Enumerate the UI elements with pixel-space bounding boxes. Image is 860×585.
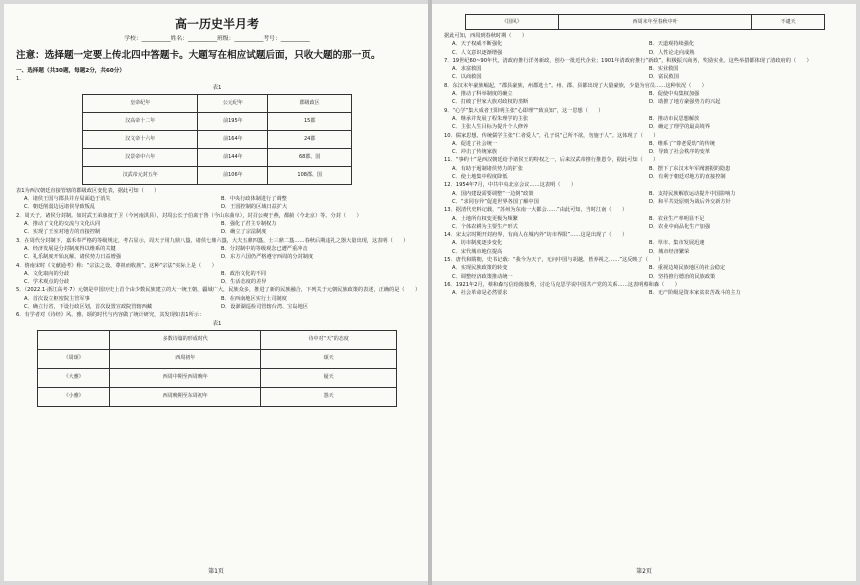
option-a: A．推动了文化的交流与文化认同 <box>24 221 101 228</box>
option-a: A．求富救国 <box>452 66 482 73</box>
option-b: B．分封制中的等级观念已遭严重冲击 <box>221 245 308 252</box>
question-3-stem: 3．在周代分封制下，嘉禾奉严格的等级规定，考古显示，周天子用九鼎八簋，诸侯七鼎六簋，大夫五鼎四簋，士三鼎二簋……春秋后期违礼之器大量出现，这表明（ ） <box>16 237 409 244</box>
table-row <box>83 112 352 130</box>
option-b: B．促使中央集权加强 <box>649 91 700 98</box>
table-cell: 颂天 <box>261 349 397 368</box>
table-2-header-row <box>38 330 397 349</box>
option-a: A．继承并发展了程朱理学的主张 <box>452 115 529 122</box>
table-cell: 《国风》 <box>466 15 559 30</box>
option-a: A．实现民族政策的转变 <box>452 265 508 272</box>
option-b: B．摆下了东汉末年军阀割据的隐患 <box>649 165 731 172</box>
option-c: C．主张人生目标为提升个人修养 <box>452 124 529 131</box>
table-row <box>38 368 397 387</box>
option-d: D．和平共处原则为战后外交新方针 <box>649 198 731 205</box>
page-number: 第2页 <box>636 568 652 575</box>
option-b: B．天道观持续强化 <box>649 41 695 48</box>
question-5-stem: 5．（2022.1·浙江高考·7）元朝是中国历史上首个由少数民族建立的大一统王朝，疆域广大，民族众多，推进了新的民族融合，下列关于元朝民族政策的表述，正确的是（ ） <box>16 287 421 294</box>
table-cell: 汉高帝十二年 <box>83 112 198 130</box>
option-b: B．无产阶级是资本家贫农苦战斗的主力 <box>649 290 741 297</box>
question-15-stem: 15．唐代和隋朝，史书记载：“我今为天子，无问中国与胡越，皆养视之……”这反映了（ ） <box>444 257 664 264</box>
page-1-content <box>16 14 421 561</box>
table-2-caption: 表1 <box>212 320 222 327</box>
question-6-tail: 据此可知，西周到春秋时期（ ） <box>444 33 528 39</box>
option-d: D．富民救国 <box>649 74 679 81</box>
option-b: B．维系了“尊老爱幼”的传统 <box>649 140 715 147</box>
page-2-content <box>444 14 846 561</box>
table-row <box>83 166 352 184</box>
student-info-line: 学校：__________姓名：__________班级：__________考号：__________ <box>124 36 310 42</box>
question-6-options <box>444 40 846 57</box>
question-14-options <box>444 239 846 256</box>
question-6-stem: 6．有学者对《诗经》风、雅、颂的时代与内容做了统计研究，其发现如表1所示： <box>16 312 205 319</box>
option-c: C．个体农耕为主要生产形式 <box>452 223 518 230</box>
answer-notice: 注意：选择题一定要上传北四中答题卡。大题写在相应试题后面，只收大题的那一页。 <box>16 50 381 61</box>
question-10-options <box>444 140 846 157</box>
option-d: D．坚持推行德治的民族政策 <box>649 273 716 280</box>
question-11-options <box>444 165 846 182</box>
option-d: D．有利于朝廷对地方的直接控制 <box>649 174 726 181</box>
table-1 <box>82 94 352 185</box>
table-1-header: 郡级政区 <box>268 94 352 112</box>
option-d: D．东方六国仍严格遵守西周的分封制度 <box>221 254 314 261</box>
table-cell: 前195年 <box>198 112 268 130</box>
option-d: D．人性论走向成熟 <box>649 49 695 56</box>
option-b: B．重视边境民族地区的社会稳定 <box>649 265 726 272</box>
question-4-options <box>16 270 418 287</box>
question-2-options <box>16 220 418 237</box>
option-d: D．生活态度的差异 <box>221 279 267 286</box>
option-a: A．土地所有权变更极为频繁 <box>452 215 518 222</box>
option-c: C．冲击了传统家族 <box>452 149 498 156</box>
option-b: B．中央行政体制进行了调整 <box>221 196 287 203</box>
option-c: C．实现了王室对地方的直接控制 <box>24 229 101 236</box>
question-4-stem: 4．僖南宋时《文献通考》称：“宗法之设，尊祖而收族”。这种“宗法”实际上是（ ） <box>16 262 217 269</box>
option-d: D．设澎湖巡检司管辖台湾、宝岛地区 <box>221 304 308 311</box>
option-b: B．在西南地区实行土司制度 <box>221 295 287 302</box>
question-1-options <box>16 195 418 212</box>
table-1-header-row <box>83 94 352 112</box>
table-cell: 西周中期至西周晚年 <box>110 368 261 387</box>
question-1-number: 1. <box>16 76 21 83</box>
option-d: D．城市经济繁荣 <box>649 248 690 255</box>
option-b: B．政治文化的不同 <box>221 270 267 277</box>
question-13-options <box>444 215 846 232</box>
question-2-stem: 2．周天子，诸侯分封制。如封武王弟康叔于卫（今河南淇县），封周公长子伯禽于鲁（今山东曲阜），封召公奭于燕，都蓟（今北京）等。分封（ ） <box>16 212 362 219</box>
table-2-continued <box>465 14 825 30</box>
table-cell: 108郡、国 <box>268 166 352 184</box>
option-c: C．宋代城市地位提高 <box>452 248 503 255</box>
table-cell: 西周末年至春秋中叶 <box>558 15 752 30</box>
table-2 <box>37 330 397 407</box>
option-b: B．支持民族解放运动提升中国影响力 <box>649 190 736 197</box>
question-8-stem: 8．东汉末年豪族崛起，“郡县豪族，州郡选士”。州、郡、县都出现了大量豪族，少量为官员……这种状况（ ） <box>444 82 707 89</box>
question-9-options <box>444 115 846 132</box>
table-1-header: 皇帝纪年 <box>83 94 198 112</box>
option-c: C．礼乐制度开始瓦解，诸侯势力日益增强 <box>24 254 121 261</box>
question-12-options <box>444 190 846 207</box>
option-c: C．“求同存异”促进世界各国了解中国 <box>452 198 539 205</box>
question-10-stem: 10．儒家思想，传统儒学主张“仁者爱人”，孔子说“己所不欲，勿施于人”。这体现了（ ） <box>444 132 659 139</box>
option-c: C．使土地集中程度降低 <box>452 174 508 181</box>
option-a: A．国内建设需要调整“一边倒”政策 <box>452 190 534 197</box>
question-13-stem: 13．据清代史料记载，“苏州为东南一大都会……”由此可知，当时江南（ ） <box>444 207 628 214</box>
table-cell: 24郡 <box>268 130 352 148</box>
question-7-options <box>444 65 846 82</box>
question-5-options <box>16 295 418 312</box>
question-1-stem: 表1为西汉朝廷直接管辖的郡级政区变化表，据此可知（ ） <box>16 187 160 194</box>
option-c: C．确立行省，下设行政区划，首次设置宣政院管辖西藏 <box>24 304 153 311</box>
option-b: B．强化了君主专制权力 <box>221 221 277 228</box>
option-a: A．经济发展是分封制度得以维系的关键 <box>24 245 116 252</box>
table-cell: 《周颂》 <box>38 349 110 368</box>
question-7-stem: 7．19世纪60~90年代，清政府推行洋务新政，创办一批近代企业；1901年清政府推行“新政”，积极振兴商务，奖励实业。这些举措都体现了清政府的（ ） <box>444 57 812 64</box>
table-row <box>38 349 397 368</box>
option-a: A．推动了科举制度的确立 <box>452 91 513 98</box>
exam-page-2 <box>432 4 856 581</box>
page-number: 第1页 <box>208 568 224 575</box>
option-c: C．人文意识逐渐增强 <box>452 49 503 56</box>
table-row <box>466 15 825 30</box>
table-cell: 《大雅》 <box>38 368 110 387</box>
table-cell: 汉文帝十六年 <box>83 130 198 148</box>
question-9-stem: 9．“心学”集大成者王阳明主张“心即理”“致良知”，这一思想（ ） <box>444 107 604 114</box>
table-cell: 怨天 <box>261 387 397 406</box>
question-3-options <box>16 245 418 262</box>
table-row <box>38 387 397 406</box>
option-c: C．朝廷削弱边远诸侯导致叛乱 <box>24 204 96 211</box>
table-2-header: 多数诗篇的形成时代 <box>110 330 261 349</box>
option-d: D．王国控制的区域日益扩大 <box>221 204 288 211</box>
option-a: A．首次设立枢密院主管军事 <box>24 295 90 302</box>
table-row <box>83 148 352 166</box>
table-cell: 不谴天 <box>752 15 825 30</box>
table-cell: 汉武帝元封五年 <box>83 166 198 184</box>
table-cell: 68郡、国 <box>268 148 352 166</box>
option-c: C．学术观点的分歧 <box>24 279 70 286</box>
table-cell: 疑天 <box>261 368 397 387</box>
table-2-header: 诗中对“天”的态度 <box>261 330 397 349</box>
option-b: B．农业生产率明显不足 <box>649 215 705 222</box>
table-2-header <box>38 330 110 349</box>
question-8-options <box>444 90 846 107</box>
option-a: A．文化取向的分歧 <box>24 270 70 277</box>
option-c: C．调整经济政策推动统一 <box>452 273 513 280</box>
table-cell: 前144年 <box>198 148 268 166</box>
option-b: B．实业救国 <box>649 66 679 73</box>
table-cell: 前106年 <box>198 166 268 184</box>
option-d: D．确立了宗法制度 <box>221 229 267 236</box>
option-b: B．推动市民思想解放 <box>649 115 700 122</box>
table-1-header: 公元纪年 <box>198 94 268 112</box>
table-cell: 前164年 <box>198 130 268 148</box>
section-heading: 一、选择题（共30题，每题2分，共60分） <box>16 68 125 74</box>
option-d: D．助推了地方豪强势力的兴起 <box>649 99 721 106</box>
option-a: A．有助于遏制诸侯势力的扩张 <box>452 165 523 172</box>
option-c: C．打破了世家大族对政权的垄断 <box>452 99 529 106</box>
table-cell: 15郡 <box>268 112 352 130</box>
table-cell: 西周晚期至东周初年 <box>110 387 261 406</box>
question-11-stem: 11．“事约十”是西汉朝廷给予诸侯王的特权之一，后来汉武帝推行推恩令，据此可知（ ） <box>444 157 659 164</box>
question-16-stem: 16．1921年2月，蔡和森写信给陈独秀，讨论马克思学说中国共产党的关系……这表明蔡和森（ ） <box>444 281 680 288</box>
question-12-stem: 12．1954年7月，中共中央北京会议……这表明（ ） <box>444 182 577 189</box>
option-a: A．坊市制度逐步变化 <box>452 240 503 247</box>
option-a: A．诸侯王国与郡县并存局面趋于消失 <box>24 196 111 203</box>
option-d: D．确定了理学的最高境界 <box>649 124 711 131</box>
table-cell: 汉景帝中六年 <box>83 148 198 166</box>
question-16-options <box>444 289 846 297</box>
question-15-options <box>444 264 846 281</box>
option-b: B．草市、集市发展迅速 <box>649 240 705 247</box>
option-d: D．农业中商品化生产加强 <box>649 223 711 230</box>
option-a: A．社会革命是必然要求 <box>452 290 508 297</box>
exam-title: 高一历史半月考 <box>174 17 259 31</box>
option-a: A．天子权威不断强化 <box>452 41 503 48</box>
question-14-stem: 14．宋太宗时期开封府界，有商人在城内外“坊市界限”……这是出现了（ ） <box>444 232 628 239</box>
option-a: A．促进了社会统一 <box>452 140 498 147</box>
option-d: D．导致了社会秩序的变革 <box>649 149 711 156</box>
option-c: C．以商救国 <box>452 74 482 81</box>
table-cell: 《小雅》 <box>38 387 110 406</box>
table-1-caption: 表1 <box>212 84 222 91</box>
exam-page-1 <box>4 4 428 581</box>
table-cell: 西周初年 <box>110 349 261 368</box>
table-row <box>83 130 352 148</box>
